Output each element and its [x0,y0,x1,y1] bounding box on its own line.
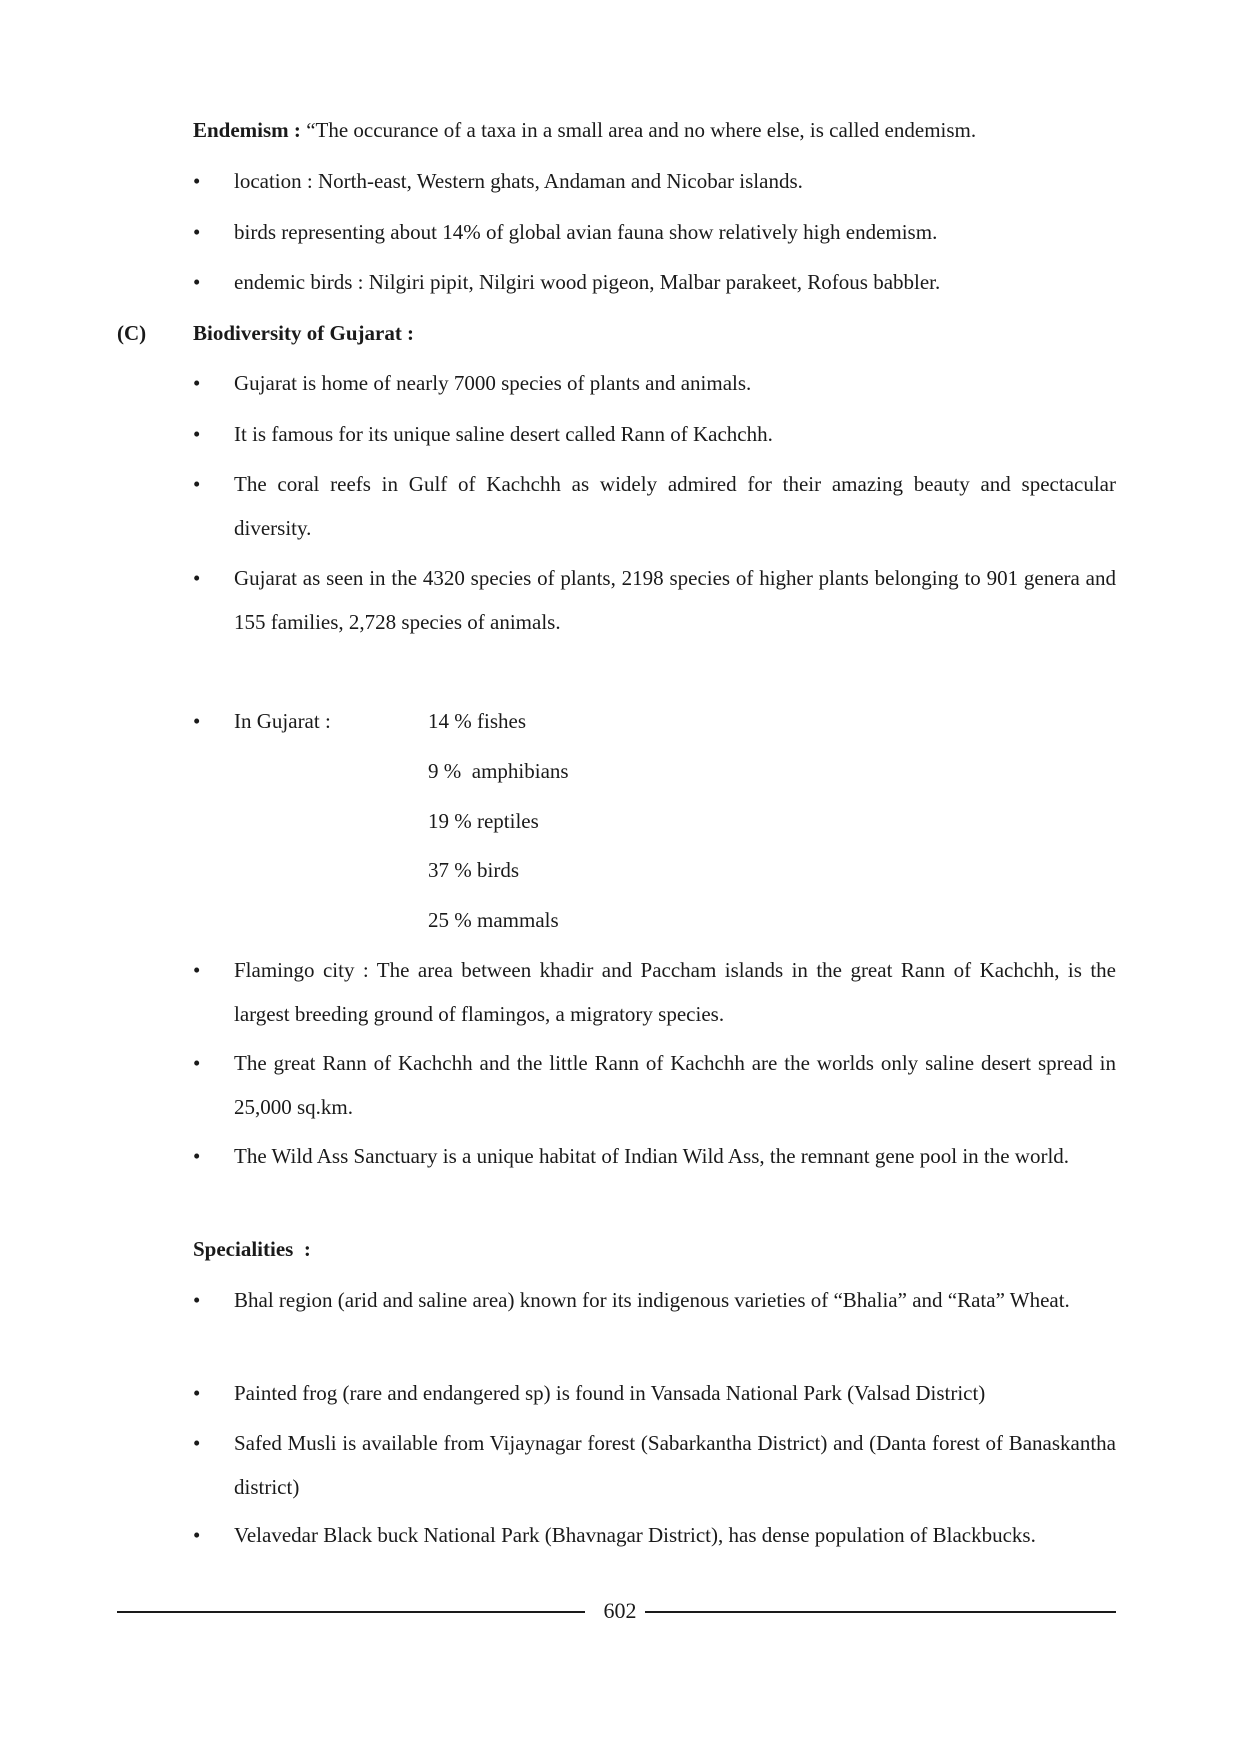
percentage-fishes: 14 % fishes [428,709,526,733]
percentage-amphibians: 9 % amphibians [428,759,569,783]
gujarat-item-rann: It is famous for its unique saline desert called Rann of Kachchh. [234,422,773,446]
bullet-icon: • [193,1051,201,1075]
gujarat-item-species: Gujarat is home of nearly 7000 species of plants and animals. [234,371,752,395]
speciality-bhal: Bhal region (arid and saline area) known for its indigenous varieties of “Bhalia” and “Rata” Wheat. [234,1288,1070,1312]
bullet-icon: • [193,709,201,733]
speciality-velavedar: Velavedar Black buck National Park (Bhavnagar District), has dense population of Blackbucks. [234,1523,1036,1547]
footer-rule-left [117,1611,585,1613]
bullet-icon: • [193,270,201,294]
bullet-icon: • [193,220,201,244]
endemism-item-birds: birds representing about 14% of global avian fauna show relatively high endemism. [234,220,938,244]
bullet-icon: • [193,1381,201,1405]
bullet-icon: • [193,169,201,193]
gujarat-item-flamingo-city: Flamingo city : The area between khadir and Paccham islands in the great Rann of Kachchh, is the largest breeding ground of flamingos, a migratory species. [234,958,1116,1026]
gujarat-item-wild-ass: The Wild Ass Sanctuary is a unique habitat of Indian Wild Ass, the remnant gene pool in the world. [234,1144,1070,1168]
page-number: 602 [603,1598,637,1623]
bullet-icon: • [193,1144,201,1168]
bullet-icon: • [193,422,201,446]
bullet-icon: • [193,566,201,590]
percentage-reptiles: 19 % reptiles [428,809,539,833]
section-c-marker: (C) [117,321,147,345]
percentage-birds: 37 % birds [428,858,519,882]
section-c-title: Biodiversity of Gujarat : [193,321,415,345]
speciality-safed-musli: Safed Musli is available from Vijaynagar forest (Sabarkantha District) and (Danta forest of Banaskantha district) [234,1431,1116,1499]
bullet-icon: • [193,958,201,982]
gujarat-item-saline-desert: The great Rann of Kachchh and the little Rann of Kachchh are the worlds only saline desert spread in 25,000 sq.km. [234,1051,1116,1119]
speciality-painted-frog: Painted frog (rare and endangered sp) is found in Vansada National Park (Valsad District) [234,1381,986,1405]
endemism-text: “The occurance of a taxa in a small area and no where else, is called endemism. [306,118,977,142]
footer-rule-right [645,1611,1116,1613]
bullet-icon: • [193,1523,201,1547]
endemism-label: Endemism : [193,118,301,142]
endemism-item-endemic-birds: endemic birds : Nilgiri pipit, Nilgiri wood pigeon, Malbar parakeet, Rofous babbler. [234,270,941,294]
endemism-item-location: location : North-east, Western ghats, Andaman and Nicobar islands. [234,169,803,193]
bullet-icon: • [193,371,201,395]
endemism-definition [193,117,976,143]
bullet-icon: • [193,1431,201,1455]
gujarat-item-plants: Gujarat as seen in the 4320 species of plants, 2198 species of higher plants belonging to 901 genera and 155 families, 2,728 species of animals. [234,566,1116,634]
gujarat-item-coral-reefs: The coral reefs in Gulf of Kachchh as widely admired for their amazing beauty and spectacular diversity. [234,472,1116,540]
percentage-mammals: 25 % mammals [428,908,559,932]
bullet-icon: • [193,1288,201,1312]
specialities-title: Specialities : [193,1237,311,1261]
in-gujarat-label: In Gujarat : [234,709,331,733]
bullet-icon: • [193,472,201,496]
